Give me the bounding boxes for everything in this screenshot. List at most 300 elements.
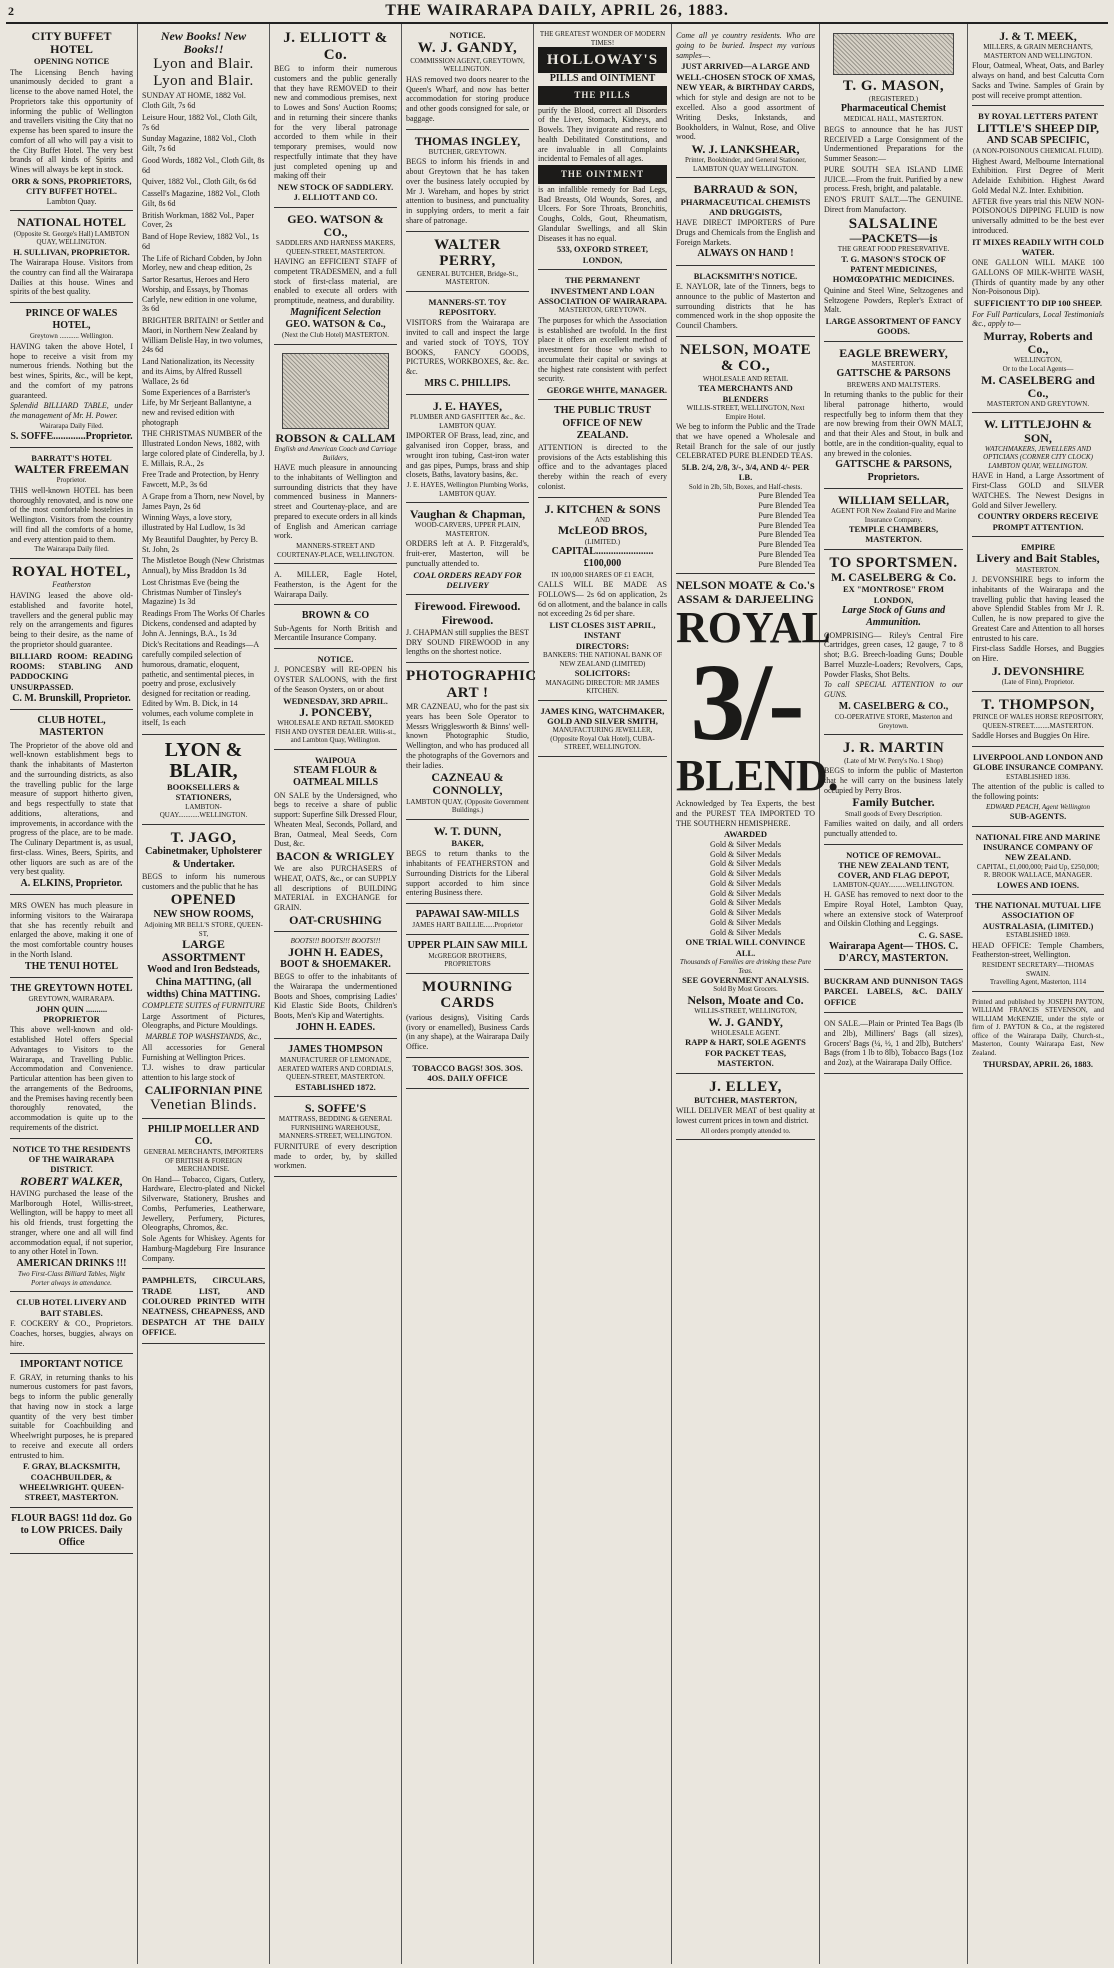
ad-mason xyxy=(824,27,963,342)
ad-marble: MARBLE TOP WASHSTANDS, &c., xyxy=(145,1032,262,1042)
ad-new-books xyxy=(142,27,265,735)
ad-adjoining: Adjoining MR BELL'S STORE, QUEEN-ST, xyxy=(144,920,263,938)
ad-little-sheep-dip xyxy=(972,108,1104,413)
ad-title: THE TENUI HOTEL xyxy=(24,960,119,972)
pure-tea-item: Pure Blended Tea xyxy=(758,501,815,511)
ad-subtitle: (Late of Mr W. Perry's No. 1 Shop) xyxy=(844,756,943,765)
ad-homeopathic: HOMŒOPATHIC MEDICINES. xyxy=(832,274,955,285)
ad-intro: Come all ye country residents. Who are going to be buried. Inspect my various samples—. xyxy=(676,31,815,60)
ad-location: QUEEN-STREET.........MASTERTON. xyxy=(982,721,1094,730)
ad-body: F. COCKERY & CO., Proprietors. Coaches, horses, buggies, always on hire. xyxy=(10,1319,133,1348)
ad-showrooms: NEW SHOW ROOMS, xyxy=(153,908,254,920)
ad-subtitle: McGREGOR BROTHERS, PROPRIETORS xyxy=(428,951,507,969)
ad-subtitle: PRINCE OF WALES HORSE REPOSITORY, xyxy=(972,713,1104,722)
medal-item: Gold & Silver Medals xyxy=(710,849,781,859)
ad-venetian: Venetian Blinds. xyxy=(149,1097,258,1114)
ad-body: Saddle Horses and Buggies On Hire. xyxy=(972,731,1090,741)
ad-title: THE PUBLIC TRUST OFFICE OF NEW ZEALAND. xyxy=(553,405,652,441)
ad-address: 533, OXFORD STREET, LONDON, xyxy=(557,244,648,265)
ad-body: HAVE in Hand, a Large Assortment of First-Class GOLD and SILVER WATCHES. The Newest Designs in Gold and Silver Jewellery. xyxy=(972,471,1104,510)
ad-subtitle: Two First-Class Billiard Tables, Night Porter always in attendance. xyxy=(18,1270,125,1287)
ad-opened: OPENED xyxy=(170,892,237,909)
ad-title: LIVERPOOL AND LONDON AND GLOBE INSURANCE COMPANY. xyxy=(972,751,1104,773)
ad-title: CLUB HOTEL LIVERY AND BAIT STABLES. xyxy=(16,1297,127,1318)
ad-subtitle: English and American Coach and Carriage Builders, xyxy=(274,445,397,462)
ad-sign: J. ELLIOTT AND CO. xyxy=(293,192,378,203)
book-list-item: Quiver, 1882 Vol., Cloth Gilt, 6s 6d xyxy=(142,177,257,187)
ad-awarded: AWARDED xyxy=(724,829,767,840)
ad-attention: To call SPECIAL ATTENTION to our GUNS. xyxy=(824,680,963,700)
book-list-item: Sartor Resartus, Heroes and Hero Worship, and Essays, by Thomas Carlyle, new edition in one volume, 3s 6d xyxy=(142,275,257,314)
medal-item: Gold & Silver Medals xyxy=(710,839,781,849)
ad-magnificent: Magnificent Selection xyxy=(290,306,381,318)
ad-always: ALWAYS ON HAND ! xyxy=(697,248,794,260)
ad-eno: ENO'S FRUIT SALT.—The GENUINE. Direct from Manufactory. xyxy=(824,195,963,214)
book-list-item: Free Trade and Protection, by Henry Fawcett, M.P., 3s 6d xyxy=(142,470,259,490)
book-list-item: THE CHRISTMAS NUMBER of the Illustrated London News, 1882, with large colored plate of Cinderella, by J. E. Millais, R.A., 2s xyxy=(142,429,265,468)
ad-title: W. T. DUNN, xyxy=(433,823,502,838)
column-1 xyxy=(6,24,138,1964)
ad-title: BROWN & CO xyxy=(301,610,370,622)
masthead-title: THE WAIRARAPA DAILY, APRIL 26, 1883. xyxy=(385,2,729,19)
the-ointment-band: THE OINTMENT xyxy=(538,165,667,184)
ad-shares: IN 100,000 SHARES OF £1 EACH, xyxy=(551,570,654,579)
ad-trial: ONE TRIAL WILL CONVINCE ALL. xyxy=(685,937,806,958)
book-list-item: Some Experiences of a Barrister's Life, by Mr Serjeant Ballantyne, a new and revised edition with photograph xyxy=(142,388,252,427)
ad-head-office: HEAD OFFICE: Temple Chambers, Featherston-street, Wellington. xyxy=(972,940,1104,960)
medal-item: Gold & Silver Medals xyxy=(710,859,781,869)
ad-body: BEGS to inform his numerous customers and the public that he has xyxy=(142,871,265,891)
ad-subtitle: GENERAL MERCHANTS, IMPORTERS OF BRITISH & FOREIGN MERCHANDISE. xyxy=(143,1148,264,1174)
column-5 xyxy=(534,24,672,1964)
ad-capital: CAPITAL.......................£100,000 xyxy=(551,546,654,570)
ad-sub-agents: SUB-AGENTS. xyxy=(1009,811,1067,822)
ad-title: TOBACCO BAGS! 3OS. 3OS. 4OS. DAILY OFFICE xyxy=(412,1062,523,1084)
ad-body: HAVE DIRECT IMPORTERS of Pure Drugs and Chemicals from the English and Foreign Markets. xyxy=(676,218,815,247)
column-8 xyxy=(968,24,1108,1964)
ad-subtitle: LAMBTON QUAY, (Opposite Government Buildings.) xyxy=(406,797,529,815)
medal-item: Gold & Silver Medals xyxy=(710,898,781,908)
ad-important-notice xyxy=(10,1356,133,1507)
ad-family: Family Butcher. xyxy=(852,795,935,810)
ad-title: WILLIAM SELLAR, xyxy=(837,492,950,507)
ad-body: J. CHAPMAN still supplies the BEST DRY SOUND FIREWOOD in any lengths on the shortest notice. xyxy=(406,627,529,657)
ad-title: ROBSON & CALLAM xyxy=(275,430,396,445)
ad-lyon-blair-2: Lyon and Blair. xyxy=(153,72,254,89)
book-list-item: A Grape from a Thorn, new Novel, by James Payn, 2s 6d xyxy=(142,491,265,511)
ad-barratts xyxy=(10,450,133,559)
ad-body: AFTER five years trial this NEW NON-POISONOUS DIPPING FLUID is now universally admitted to be the best ever introduced. xyxy=(972,196,1104,235)
ad-title: BLACKSMITH'S NOTICE. xyxy=(693,270,798,281)
mason-crest-illustration xyxy=(833,33,955,75)
ad-body: COMPRISING— Riley's Central Fire Cartridges, green cases, 12 gauge, 7 to 8 shot; B.G. Breech-loading Guns; Double Barrel Muzzle-Loaders; Revolvers, Caps, Powder Flasks, Shot Belts. xyxy=(824,630,963,679)
book-list-item: The Mistletoe Bough (New Christmas Annual), by Miss Braddon 1s 3d xyxy=(142,556,265,576)
ad-city-buffet xyxy=(10,27,133,211)
ad-flour-bags xyxy=(10,1510,133,1555)
ad-title: Livery and Bait Stables, xyxy=(976,551,1100,566)
ad-sign: S. SOFFE.............Proprietor. xyxy=(10,430,133,442)
ad-lyon-blair-big xyxy=(142,737,265,825)
ad-title: WALTER PERRY, xyxy=(434,236,501,270)
ad-subtitle: MANUFACTURING JEWELLER, (Opposite Royal Oak Hotel), CUBA-STREET, WELLINGTON. xyxy=(550,726,655,752)
ad-boots: BOOTS!!! BOOTS!!! BOOTS!!! xyxy=(290,937,381,946)
pure-tea-item: Pure Blended Tea xyxy=(758,510,815,520)
ad-body: ON SALE by the Undersigned, who begs to receive a share of public support: Superfine Silk Dressed Flour, Wheaten Meal, Seconds, Pollard, and Bran, Oatmeal, Meal Seeds, Corn Dust, &c. xyxy=(274,790,398,849)
ad-title: JOHN H. EADES, xyxy=(288,944,383,959)
ad-title: Vaughan & Chapman, xyxy=(409,507,526,522)
ad-club-hotel xyxy=(10,712,133,895)
ad-title: NATIONAL FIRE AND MARINE INSURANCE COMPANY OF NEW ZEALAND. xyxy=(975,831,1101,863)
ad-solicitors: SOLICITORS: xyxy=(574,668,631,679)
ad-title: Firewood. Firewood. Firewood. xyxy=(414,599,521,627)
ad-poncesby xyxy=(274,651,397,750)
ad-moeller xyxy=(142,1121,265,1270)
ad-bacon-body: We are also PURCHASERS of WHEAT, OATS, &c., or can SUPPLY all descriptions of BUILDING MATERIAL in EXCHANGE for GRAIN. xyxy=(274,864,397,913)
ad-packets: —PACKETS—is xyxy=(849,231,938,245)
book-list-item: Band of Hope Review, 1882 Vol., 1s 6d xyxy=(142,232,259,251)
ad-list-close: LIST CLOSES 31ST APRIL, INSTANT xyxy=(549,620,656,641)
ad-subtitle: Pharmaceutical Chemist xyxy=(840,103,947,115)
ad-prices: 5LB. 2/4, 2/8, 3/-, 3/4, AND 4/- PER LB. xyxy=(681,462,810,483)
pure-tea-item: Pure Blended Tea xyxy=(758,491,815,501)
ad-subtitle: COMMISSION AGENT, GREYTOWN, WELLINGTON. xyxy=(410,56,525,74)
medals-list xyxy=(676,840,815,938)
holloway-logo: HOLLOWAY'S xyxy=(538,47,667,73)
ad-body: In returning thanks to the public for their liberal patronage hitherto, would respectfully beg to inform them that they are now brewing from their OWN MALT, and that their Ales and Stout, in bulk and bottle, are in the condition-quality, equal to any brewed in the colonies. xyxy=(824,390,963,458)
ad-title: J. ELLEY, xyxy=(709,1078,782,1095)
ad-first-class: First-class Saddle Horses, and Buggies on Hire. xyxy=(972,644,1104,664)
ad-body: (various designs), Visiting Cards (ivory or enamelled), Business Cards (in any shape), at the Wairarapa Daily Office. xyxy=(406,1012,529,1052)
ad-body: HAVE much pleasure in announcing to the inhabitants of Wellington and surrounding districts that they have commenced business in Manners-street and Courtenay-place, and are prepared to execute orders in all kinds of English and American carriage work. xyxy=(274,463,397,541)
ad-title: CLUB HOTEL, MASTERTON xyxy=(37,715,106,739)
ad-eades xyxy=(274,934,397,1039)
ad-title: THOMAS INGLEY, xyxy=(414,133,521,148)
ad-title: PHILIP MOELLER AND CO. xyxy=(147,1123,260,1147)
ad-title: T. G. MASON, xyxy=(842,78,945,94)
ad-royal: BY ROYAL LETTERS PATENT xyxy=(978,111,1098,122)
ad-title: J. KITCHEN & SONS xyxy=(544,501,661,516)
book-list-item: Sunday Magazine, 1882 Vol., Cloth Gilt, 7s 6d xyxy=(142,134,257,154)
ad-title: UPPER PLAIN SAW MILL xyxy=(407,939,528,951)
ad-caselberg-loc: MASTERTON AND GREYTOWN. xyxy=(986,399,1090,408)
ad-quinine: Quinine and Steel Wine, Seltzogenes and Seltzogene Powders, Repler's Extract of Malt. xyxy=(824,285,963,315)
ad-body: MRS OWEN has much pleasure in informing visitors to the Wairarapa that she has recently rebuilt and enlarged the above, making it one of the most comfortable country houses in the North Island. xyxy=(10,901,133,959)
ad-body: J. DEVONSHIRE begs to inform the inhabitants of the Wairarapa and the travelling public that having leased the above Splendid Stables from Mr J. R. Cullen, he is now prepared to give the Greatest Care and Attention to all horses entrusted to his care. xyxy=(972,575,1104,643)
ad-title: GEO. WATSON & CO., xyxy=(287,211,384,239)
ad-notice: NOTICE OF REMOVAL. xyxy=(846,849,941,860)
ad-caselberg-2: M. CASELBERG & CO., xyxy=(838,700,949,712)
ad-directors: DIRECTORS: xyxy=(575,640,630,651)
ad-established: ESTABLISHED 1836. xyxy=(1006,772,1070,781)
ad-sole: SEE GOVERNMENT ANALYSIS. xyxy=(682,975,809,986)
ad-sign: F. GRAY, BLACKSMITH, COACHBUILDER, & WHEELWRIGHT. QUEEN-STREET, MASTERTON. xyxy=(19,1461,124,1503)
ad-country: COUNTRY ORDERS RECEIVE PROMPT ATTENTION. xyxy=(977,511,1099,532)
ad-title: MANNERS-ST. TOY REPOSITORY. xyxy=(428,296,507,318)
ad-body: ATTENTION is directed to the provisions of the Acts establishing this office and to the advantages placed thereby within the reach of every colonist. xyxy=(538,442,667,491)
ad-location: (Next the Club Hotel) MASTERTON. xyxy=(282,331,389,340)
ad-barraud xyxy=(676,180,815,265)
ad-location: MEDICAL HALL, MASTERTON. xyxy=(843,115,944,124)
ad-location: LAMBTON-QUAY............WELLINGTON. xyxy=(159,802,248,820)
ad-liverpool xyxy=(972,749,1104,827)
ad-notice: NOTICE. xyxy=(317,654,354,665)
pure-tea-item: Pure Blended Tea xyxy=(758,530,815,540)
ad-title: PAPAWAI SAW-MILLS xyxy=(415,909,520,920)
ad-subtitle: BOOT & SHOEMAKER. xyxy=(280,958,391,970)
ad-body: VISITORS from the Wairarapa are invited to call and inspect the large and varied stock of TOYS, TOY BOOKS, FANCY GOODS, PICTURES, WORKBOXES, &c. &c. &c. xyxy=(406,318,529,377)
ad-title: IMPORTANT NOTICE xyxy=(20,1359,123,1371)
medal-item: Gold & Silver Medals xyxy=(710,917,781,927)
ad-sign: A. ELKINS, Proprietor. xyxy=(20,878,123,890)
ad-subtitle: PHARMACEUTICAL CHEMISTS AND DRUGGISTS, xyxy=(680,196,811,217)
column-2 xyxy=(138,24,270,1964)
ad-blend: BLEND. xyxy=(676,751,839,801)
the-pills-band: THE PILLS xyxy=(538,86,667,105)
ad-subtitle: BREWERS AND MALTSTERS. xyxy=(846,380,941,389)
book-list-item: Readings From The Works Of Charles Dickens, condensed and adapted by John A. Jennings, B.A., 1s 3d xyxy=(142,609,265,638)
ad-travelling: Travelling Agent, Masterton, 1114 xyxy=(989,978,1087,987)
ad-location: WILLIS-STREET, WELLINGTON, Next Empire Hotel. xyxy=(686,404,805,421)
ad-title: PAMPHLETS, CIRCULARS, TRADE LIST, AND COLOURED PRINTED WITH NEATNESS, CHEAPNESS, AND DESPATCH AT THE DAILY OFFICE. xyxy=(142,1275,265,1338)
ad-miller xyxy=(274,566,397,605)
book-list-item: SUNDAY AT HOME, 1882 Vol. Cloth Gilt, 7s 6d xyxy=(142,91,246,111)
ad-subtitle: WHOLESALE AND RETAIL SMOKED FISH AND OYSTER DEALER. Willis-st., and Lambton Quay, Wellington. xyxy=(275,719,396,745)
ad-location: MANNERS-STREET AND COURTENAY-PLACE, WELLINGTON. xyxy=(276,542,395,559)
ad-subtitle: BUTCHER, GREYTOWN. xyxy=(428,147,507,156)
ad-established: ESTABLISHED 1869. xyxy=(1006,931,1070,940)
ad-accessories: All accessories for General Furnishing at Wellington Prices. xyxy=(142,1042,265,1062)
ad-agent: Wairarapa Agent— THOS. C. D'ARCY, MASTERTON. xyxy=(829,940,958,964)
ad-american: AMERICAN DRINKS !!! xyxy=(16,1258,127,1270)
ad-elley xyxy=(676,1076,815,1141)
ad-title: FLOUR BAGS! 11d doz. Go to LOW PRICES. Daily Office xyxy=(11,1512,132,1549)
ad-particular: T.J. wishes to draw particular attention to his large stock of xyxy=(142,1063,265,1083)
ad-title: JAMES THOMPSON xyxy=(288,1044,383,1056)
ad-rapp: RAPP & HART, SOLE AGENTS FOR PACKET TEAS, MASTERTON. xyxy=(685,1037,806,1069)
ad-sign: C. G. SASE. xyxy=(918,930,963,941)
ad-subtitle: WOOD-CARVERS, UPPER PLAIN, MASTERTON. xyxy=(414,521,521,538)
imprint xyxy=(972,994,1104,1073)
ad-title: TO SPORTSMEN. xyxy=(829,554,958,571)
ad-body: WILL DELIVER MEAT of best quality at lowest current prices in town and district. xyxy=(676,1106,815,1126)
ad-subtitle: WATCHMAKERS, JEWELLERS AND OPTICIANS (CORNER CITY CLOCK) LAMBTON QUAY, WELLINGTON. xyxy=(983,444,1093,470)
ad-title: W. LITTLEJOHN & SON, xyxy=(984,417,1092,445)
ad-body: HAVING leased the above old-established and favorite hotel, travellers and the general public may rely on the arrangements and figures being to their desire, as the name of the proprietor should guarantee. xyxy=(10,591,133,649)
ad-pamphlets xyxy=(142,1271,265,1343)
ad-title: S. SOFFE'S xyxy=(304,1101,367,1116)
ad-body: HAVING an EFFICIENT STAFF of competent TRADESMEN, and a full stock of first-class material, are enabled to execute all orders with promptitude, neatness, and durability. xyxy=(274,257,397,306)
ad-body: The attention of the public is called to the following points: xyxy=(972,782,1104,801)
ad-complete: COMPLETE SUITES of FURNITURE xyxy=(142,1000,265,1010)
book-list-item: British Workman, 1882 Vol., Paper Cover, 2s xyxy=(142,210,255,230)
ad-sign: GEO. WATSON & Co., xyxy=(285,319,386,331)
ad-notice: NOTICE. xyxy=(449,30,486,40)
ad-perry xyxy=(406,234,529,292)
ad-signature: Nelson, Moate and Co. xyxy=(687,993,804,1007)
ad-royal: ROYAL xyxy=(676,602,831,652)
carriage-illustration xyxy=(282,353,390,429)
medal-item: Gold & Silver Medals xyxy=(710,908,781,918)
ad-body: A. MILLER, Eagle Hotel, Featherston, is the Agent for the Wairarapa Daily. xyxy=(274,570,397,599)
imprint-date: THURSDAY, APRIL 26, 1883. xyxy=(983,1058,1093,1069)
ad-murray-loc: WELLINGTON, xyxy=(1014,356,1062,365)
ad-title: ROYAL HOTEL, xyxy=(12,563,131,580)
column-3 xyxy=(270,24,402,1964)
ad-brand: NELSON MOATE & Co.'s xyxy=(676,578,815,593)
book-list-item: Winning Ways, a love story, illustrated by Hal Ludlow, 1s 3d xyxy=(142,513,246,533)
ad-location: LAMBTON-QUAY..........WELLINGTON. xyxy=(833,880,954,889)
book-list xyxy=(142,91,265,728)
ad-permanent-investment xyxy=(538,272,667,400)
ad-body: The Proprietor of the above old and well-known establishment begs to thank the inhabitants of Masterton and the surrounding districts, as also the travelling public for the large measure of support hitherto given, and begs respectfully to state that additions, alterations, and improvements, in accordance with the progress of the place, are to be made. The Culinary Department is, as usual, first-class. Wines, Beers, Spirits, and other liquors are such as are of the very best quality. xyxy=(10,740,133,877)
ad-body: ON SALE.—Plain or Printed Tea Bags (lb and 2lb), Milliners' Bags (all sizes), Grocers' Bags (¼, ½, 1 and 2lb), Butchers' Bags (from 1 lb to 8lb), Tobacco Bags (1oz and 2oz), at the Wairarapa Daily Office. xyxy=(824,1019,963,1067)
ad-royal-blend xyxy=(676,576,839,1073)
ad-caselberg-2-sub: CO-OPERATIVE STORE, Masterton and Greytown. xyxy=(834,713,953,730)
ad-removal xyxy=(824,847,963,970)
book-list-item: Good Words, 1882 Vol., Cloth Gilt, 8s 6d xyxy=(142,155,265,175)
ad-body: J. PONCESBY will RE-OPEN his OYSTER SALOONS, with the first of the Season Oysters, on or about xyxy=(274,665,397,694)
ad-mixes: IT MIXES READILY WITH COLD WATER. xyxy=(972,236,1104,257)
ad-billiard: BILLIARD ROOM: READING ROOMS: STABLING AND PADDOCKING UNSURPASSED. xyxy=(10,650,133,692)
ad-title: THE NEW ZEALAND TENT, COVER, AND FLAG DEPOT, xyxy=(837,859,950,881)
ad-body: BEGS to return thanks to the inhabitants of FEATHERSTON and Surrounding Districts for the Liberal support accorded to him since entering Business there. xyxy=(406,849,529,898)
ad-bankers: BANKERS: THE NATIONAL BANK OF NEW ZEALAND (LIMITED) xyxy=(542,651,662,668)
medal-item: Gold & Silver Medals xyxy=(710,878,781,888)
ad-note: All orders promptly attended to. xyxy=(700,1126,791,1135)
ad-calls: CALLS WILL BE MADE AS FOLLOWS— 2s 6d on application, 2s 6d on allotment, and the balance in calls not exceeding 2s 6d per share. xyxy=(538,580,667,619)
ad-sign: MRS C. PHILLIPS. xyxy=(424,377,511,389)
ad-lyon-blair: Lyon and Blair. xyxy=(153,56,254,73)
ad-greytown-hotel xyxy=(10,980,133,1139)
ad-subtitle: BAKER, xyxy=(451,837,484,848)
ad-gallon: ONE GALLON WILL MAKE 100 GALLONS OF MILK-WHITE WASH, (Thirds of quantity made by any other Non-Poisonous Dip). xyxy=(972,258,1104,297)
ad-firewood xyxy=(406,597,529,663)
pure-tea-list xyxy=(676,491,815,569)
ad-title: LITTLE'S SHEEP DIP, xyxy=(977,120,1099,135)
ad-small-goods: Small goods of Every Description. xyxy=(844,809,942,818)
ad-body: FURNITURE of every description made to order, by, by skilled workmen. xyxy=(274,1141,397,1171)
ad-title: CITY BUFFET HOTEL xyxy=(31,29,112,57)
ad-subtitle: EX "MONTROSE" FROM LONDON, xyxy=(842,584,945,605)
ad-watson xyxy=(274,210,397,345)
ad-californian: CALIFORNIAN PINE xyxy=(144,1082,263,1097)
ad-eagle-brewery xyxy=(824,344,963,489)
ad-body: ORDERS left at A. P. Fitzgerald's, fruit-erer, Masterton, will be punctually attended to. xyxy=(406,539,529,568)
ad-body: HAVING purchased the lease of the Marlborough Hotel, Willis-street, Wellington, will be happy to meet all his old friends, trust forgetting the stranger, where one and all will find accommodation equal, if not superior, to any other Hotel in Town. xyxy=(10,1188,133,1257)
ad-sign: GATTSCHE & PARSONS, Proprietors. xyxy=(835,459,952,483)
ad-location: Greytown ........... Wellington. xyxy=(29,332,114,341)
ad-sign: J. DEVONSHIRE xyxy=(991,663,1085,678)
ad-subtitle: MATTRASS, BEDDING & GENERAL FURNISHING WAREHOUSE, MANNERS-STREET, WELLINGTON. xyxy=(278,1115,393,1141)
ad-title: T. JAGO, xyxy=(170,829,237,846)
ad-gandy xyxy=(406,27,529,130)
ad-title: BUCKRAM AND DUNNISON TAGS PARCEL LABELS, &C. DAILY OFFICE xyxy=(824,975,963,1007)
ad-body: E. NAYLOR, late of the Tinners, begs to announce to the public of Masterton and surrounding districts that he has commenced work in the shop opposite the Council Chambers. xyxy=(676,282,815,331)
ad-sign: GEORGE WHITE, MANAGER. xyxy=(546,385,667,396)
ad-subtitle: BOOKSELLERS & STATIONERS, xyxy=(167,782,240,803)
ad-honours: Highest Award, Melbourne International Exhibition. First Degree of Merit Adelaide Exhibition. Highest Award Gold Medal N.Z. Inter. Exhibition. xyxy=(972,156,1104,195)
ad-subtitle: STEAM FLOUR & OATMEAL MILLS xyxy=(292,765,379,789)
ad-photographic xyxy=(406,665,537,820)
ad-upper-plain xyxy=(406,937,529,974)
ad-oat: OAT-CRUSHING xyxy=(289,912,382,927)
ad-title: J. & T. MEEK, xyxy=(999,29,1077,43)
ad-pills-body: purify the Blood, correct all Disorders of the Liver, Stomach, Kidneys, and Bowels. They invigorate and restore to health Debilitated Constitutions, and are invaluable in all Complaints incidental to Females of all ages. xyxy=(538,105,667,164)
ad-title: JAMES KING, WATCHMAKER, GOLD AND SILVER SMITH, xyxy=(540,705,665,726)
ad-title: J. ELLIOTT & Co. xyxy=(283,30,388,63)
ad-assam: ASSAM & DARJEELING xyxy=(677,591,814,606)
ad-ointment-body: is an infallible remedy for Bad Legs, Bad Breasts, Old Wounds, Sores, and Ulcers. For Sore Throats, Bronchitis, Coughs, Colds, Gout, Rheumatism, Glandular Swellings, and all Skin Diseases it has no equal. xyxy=(538,184,667,243)
ad-waipoua xyxy=(274,752,397,932)
ad-walker xyxy=(10,1141,133,1293)
ad-saddlery: NEW STOCK OF SADDLERY. xyxy=(277,182,394,192)
ad-mourning xyxy=(406,976,529,1058)
book-list-item: Land Nationalization, its Necessity and its Aims, by Alfred Russell Wallace, 2s 6d xyxy=(142,357,255,386)
ad-subtitle: WHOLESALE AND RETAIL xyxy=(702,374,789,383)
ad-title: THE PERMANENT INVESTMENT AND LOAN ASSOCIATION OF WAIRARAPA. xyxy=(538,275,667,306)
ad-caselberg: M. CASELBERG and Co., xyxy=(981,372,1095,400)
ad-sellar xyxy=(824,491,963,550)
ad-body: BEG to inform their numerous customers and the public generally that they have REMOVED to their new and commodious premises, next to Lowes and Sons' Auction Rooms; and in returning their sincere thanks for the very liberal patronage accorded to them while in their temporary premises, would now respectfully intimate that they have just completed opening up and making off their xyxy=(274,64,397,181)
ad-body: The Wairarapa House. Visitors from the country can find all the Wairarapa Dailies at this house. Wines and spirits of the best quality. xyxy=(10,258,133,297)
ad-papawai xyxy=(406,906,529,935)
ad-title: THE NATIONAL MUTUAL LIFE ASSOCIATION OF AUSTRALASIA, (LIMITED.) xyxy=(974,900,1102,931)
ad-meek xyxy=(972,27,1104,106)
ad-wood: Wood and Iron Bedsteads, xyxy=(147,964,260,976)
ad-coal: COAL ORDERS READY FOR DELIVERY xyxy=(413,569,522,591)
ad-manager: R. BROOK WALLACE, MANAGER. xyxy=(983,871,1093,880)
imprint-text: Printed and published by JOSEPH PAYTON, WILLIAM FRANCIS STEVENSON, and WILLIAM McKENZIE, under the style or firm of J. PAYTON & Co., at the registered office of the Wairarapa Daily, Church-st., Masterton, County Wairarapa East, New Zealand. xyxy=(972,997,1104,1058)
ad-body: H. GASE has removed to next door to the Empire Royal Hotel, Lambton Quay, where an extensive stock of Waterproof and Oilskin Clothing and Leggings. xyxy=(824,890,963,929)
ad-location: Lambton Quay. xyxy=(46,196,97,206)
ad-body: The Licensing Bench having unanimously decided to grant a license to the above named Hotel, the Proprietors take this opportunity of informing the public of Wellington and travellers visiting the City that no expense has been spared to insure the comfort of all who will pay a visit to the City Buffet Hotel. The very best brands of all kinds of Spirits and Wines will always be kept in stock. xyxy=(10,67,133,175)
ad-body: BEGS to inform the public of Masterton that he will carry on the business lately occupied by Perry Bros. xyxy=(824,766,963,795)
ad-body: THIS well-known HOTEL has been thoroughly renovated, and is now one of the most comfortable hostelries in Wellington. Visitors from the country will find all the comforts of a home, and every attention paid to them. xyxy=(10,485,133,544)
ad-national-mutual xyxy=(972,897,1104,992)
ad-title: J. E. HAYES, xyxy=(432,399,503,414)
ad-tobacco xyxy=(406,1060,529,1089)
ad-pills-title: PILLS and OINTMENT xyxy=(549,73,656,85)
ad-proprietor: JAMES HART BAILLIE......Proprietor xyxy=(412,921,523,930)
ad-body: Flour, Oatmeal, Wheat, Oats, and Barley always on hand, and best Calcutta Corn Sacks and Twine. Samples of Grain by post will receive prompt attention. xyxy=(972,61,1104,100)
ad-ingley xyxy=(406,132,529,232)
medal-item: Gold & Silver Medals xyxy=(710,927,781,937)
pure-tea-item: Pure Blended Tea xyxy=(758,520,815,530)
ad-buckram xyxy=(824,972,963,1013)
ad-empire: EMPIRE xyxy=(1021,542,1055,553)
ad-bacon: BACON & WRIGLEY xyxy=(276,849,395,864)
ad-subtitle: MILLERS, & GRAIN MERCHANTS, MASTERTON AND WELLINGTON. xyxy=(983,43,1093,60)
ad-title: LYON & BLAIR, xyxy=(164,739,243,783)
pure-tea-item: Pure Blended Tea xyxy=(758,559,815,569)
ad-jago xyxy=(142,827,265,1119)
medal-item: Gold & Silver Medals xyxy=(710,888,781,898)
ad-subtitle: (A NON-POISONOUS CHEMICAL FLUID). xyxy=(972,146,1104,155)
ad-china: China MATTING, (all widths) China MATTING. xyxy=(146,976,261,1000)
ad-title: EAGLE BREWERY, xyxy=(839,345,948,360)
ad-cards xyxy=(676,27,815,178)
ad-title: J. R. MARTIN xyxy=(842,740,945,757)
ad-thompson-lemonade xyxy=(274,1041,397,1097)
ad-and: AND xyxy=(594,515,611,524)
ad-sold-by: Sold By Most Grocers. xyxy=(713,985,778,994)
ad-lankshear: W. J. LANKSHEAR, xyxy=(691,142,800,157)
ad-sign: ORR & SONS, PROPRIETORS, CITY BUFFET HOTEL. xyxy=(11,175,132,197)
ad-title: JUST ARRIVED—A LARGE AND WELL-CHOSEN STOCK OF XMAS, NEW YEAR, & BIRTHDAY CARDS, xyxy=(676,61,815,92)
ad-elliott xyxy=(274,27,397,208)
ad-guns: Large Stock of Guns and Ammunition. xyxy=(841,605,946,629)
ad-scab: AND SCAB SPECIFIC, xyxy=(986,134,1090,146)
